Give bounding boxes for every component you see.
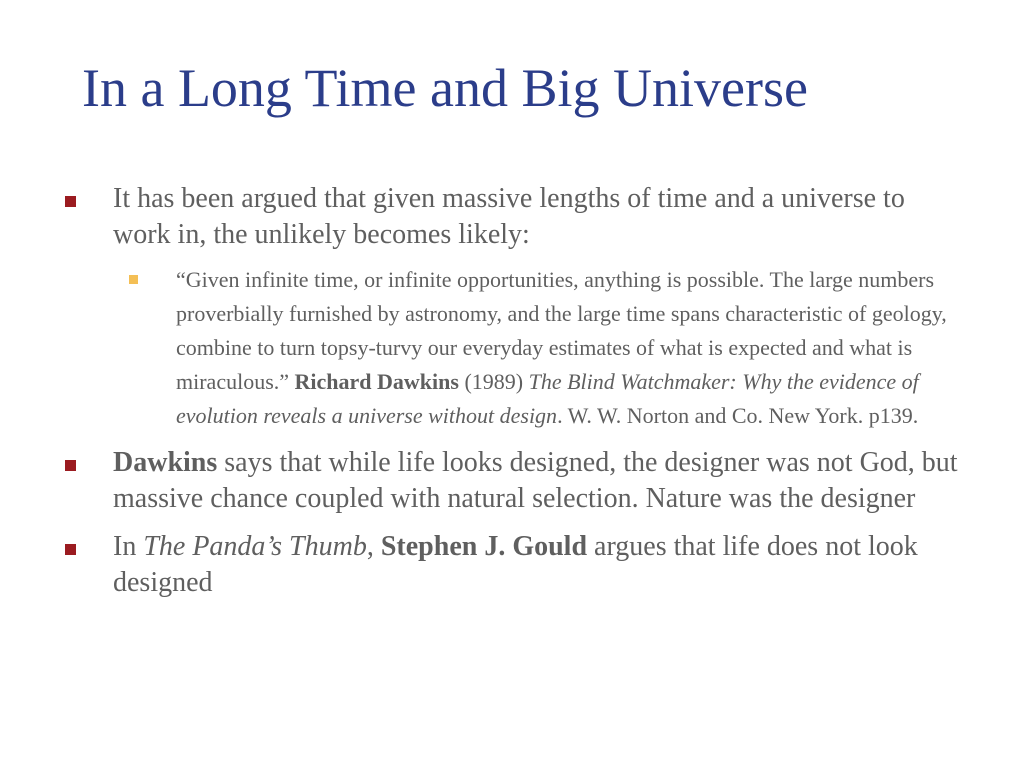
bullet-text: It has been argued that given massive lengths of time and a universe to work in, the unlikely becomes likely: xyxy=(113,183,905,250)
sub-bullet-quote xyxy=(63,263,972,433)
square-sub-bullet-icon xyxy=(129,275,138,284)
square-bullet-icon xyxy=(65,460,76,471)
bullet-text: argues that life does not look designed xyxy=(113,531,918,598)
quote-publisher: . W. W. Norton and Co. New York. p139. xyxy=(557,403,919,428)
bullet-item-1 xyxy=(62,181,967,253)
bullet-text: says that while life looks designed, the designer was not God, but massive chance coupled with natural selection. Nature was the designer xyxy=(113,447,958,514)
quote-year: (1989) xyxy=(458,369,529,394)
bullet-bold-name: Dawkins xyxy=(113,447,218,478)
square-bullet-icon xyxy=(65,196,76,207)
quote-book-title: The Blind Watchmaker: Why the evidence of evolution reveals a universe without design xyxy=(176,369,919,428)
bullet-book-title: The Panda’s Thumb xyxy=(143,531,367,562)
bullet-comma: , xyxy=(366,531,381,562)
slide-title: In a Long Time and Big Universe xyxy=(82,58,808,118)
bullet-bold-name: Stephen J. Gould xyxy=(380,531,588,562)
bullet-prefix: In xyxy=(113,531,144,562)
bullet-item-3 xyxy=(62,529,967,601)
square-bullet-icon xyxy=(65,544,76,555)
bullet-item-2 xyxy=(62,445,967,517)
quote-text: “Given infinite time, or infinite opportunities, anything is possible. The large numbers proverbially furnished by astronomy, and the large time spans characteristic of geology, combine to turn topsy-turvy our everyday estimates of what is expected and what is miraculous.” xyxy=(176,267,947,394)
bullet-list xyxy=(62,181,967,613)
quote-author: Richard Dawkins xyxy=(294,369,459,394)
